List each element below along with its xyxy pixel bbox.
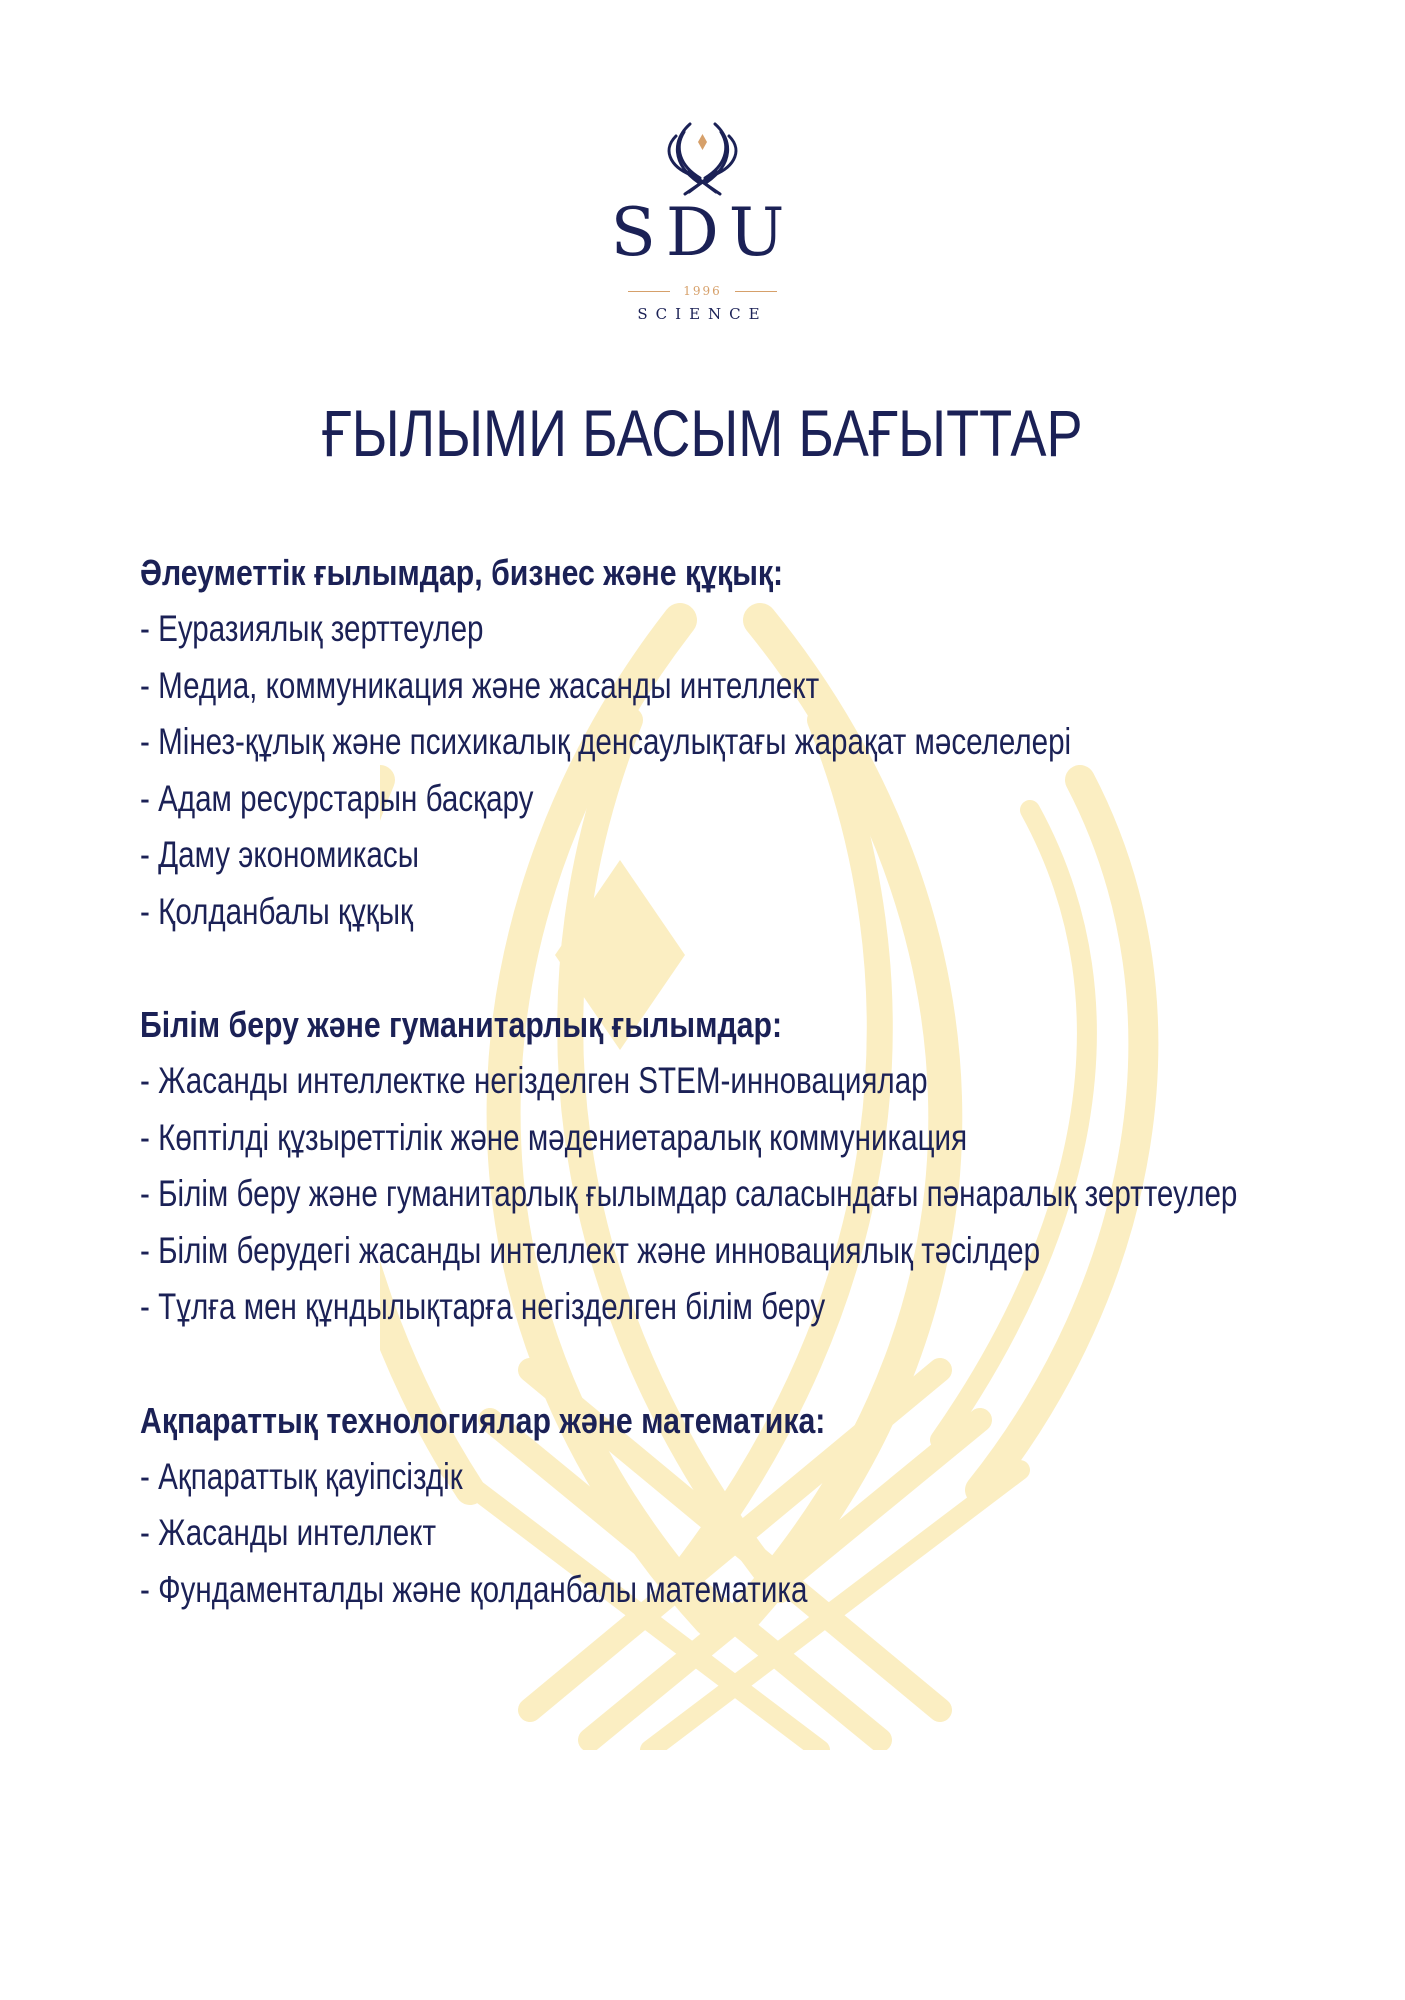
priority-directions-list xyxy=(140,544,1300,1674)
list-item: - Адам ресурстарын басқару xyxy=(140,777,534,819)
list-item: - Ақпараттық қауіпсіздік xyxy=(140,1455,463,1497)
list-item: - Көптілді құзыреттілік және мәдениетаралық коммуникация xyxy=(140,1116,968,1158)
list-item: - Тұлға мен құндылықтарға негізделген білім беру xyxy=(140,1286,826,1327)
section-heading: Ақпараттық технологиялар және математика: xyxy=(140,1399,826,1441)
list-item: - Білім берудегі жасанды интеллект және инновациялық тәсілдер xyxy=(140,1229,1041,1271)
list-item: - Жасанды интеллектке негізделген STEM-инновациялар xyxy=(140,1060,928,1101)
list-item: - Қолданбалы құқық xyxy=(140,890,413,932)
list-item: - Мінез-құлық және психикалық денсаулықтағы жарақат мәселелері xyxy=(140,721,1072,762)
section-education-humanities xyxy=(140,996,1300,1336)
list-item: - Медиа, коммуникация және жасанды интеллект xyxy=(140,664,820,706)
sdu-science-logo xyxy=(590,112,815,327)
section-heading: Білім беру және гуманитарлық ғылымдар: xyxy=(140,1004,783,1045)
laurel-emblem-icon xyxy=(590,112,815,197)
logo-year: 1996 xyxy=(683,284,722,298)
list-item: - Даму экономикасы xyxy=(140,834,419,875)
list-item: - Еуразиялық зерттеулер xyxy=(140,608,484,649)
logo-year-line-right xyxy=(735,291,777,292)
list-item: - Жасанды интеллект xyxy=(140,1512,437,1553)
section-it-mathematics xyxy=(140,1392,1300,1619)
section-heading: Әлеуметтік ғылымдар, бизнес және құқық: xyxy=(140,552,784,593)
page-title: ҒЫЛЫМИ БАСЫМ БАҒЫТТАР xyxy=(322,396,1083,470)
logo-wordmark: SDU xyxy=(610,194,795,271)
list-item: - Білім беру және гуманитарлық ғылымдар саласындағы пәнаралық зерттеулер xyxy=(140,1173,1238,1214)
section-social-sciences xyxy=(140,544,1300,940)
list-item: - Фундаменталды және қолданбалы математика xyxy=(140,1568,808,1610)
logo-subtitle: SCIENCE xyxy=(637,305,768,323)
